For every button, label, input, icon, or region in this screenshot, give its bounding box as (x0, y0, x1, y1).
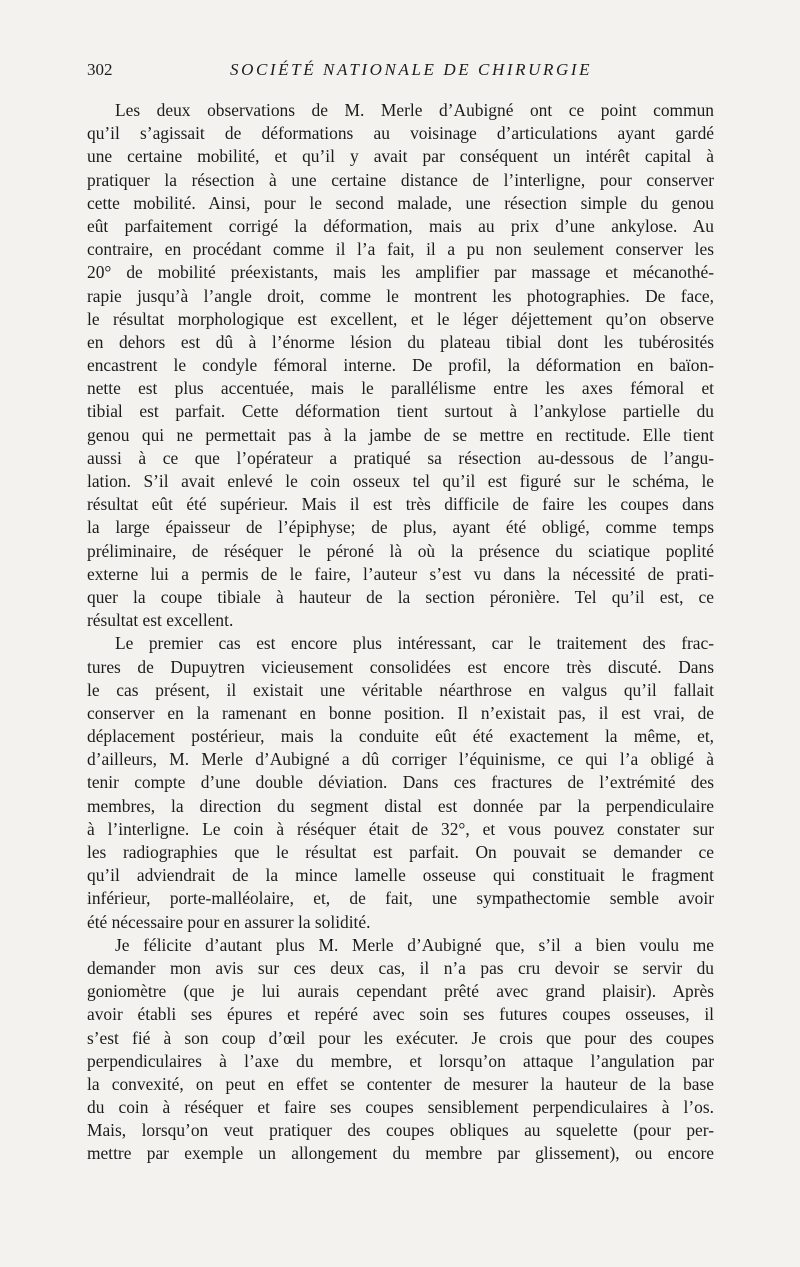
text-line: 20° de mobilité préexistants, mais les amplifier par massage et mécanothé- (87, 262, 714, 283)
text-line: été nécessaire pour en assurer la solidité. (87, 911, 371, 932)
text-line: pratiquer la résection à une certaine distance de l’interligne, pour conserver (87, 169, 714, 190)
text-line: qu’il s’agissait de déformations au voisinage d’articulations ayant gardé (87, 123, 714, 144)
text-line: la large épaisseur de l’épiphyse; de plus, ayant été obligé, comme temps (87, 517, 714, 538)
text-line: goniomètre (que je lui aurais cependant prêté avec grand plaisir). Après (87, 981, 714, 1002)
text-line: avoir établi ses épures et repéré avec soin ses futures coupes osseuses, il (87, 1004, 714, 1025)
text-line: inférieur, porte-malléolaire, et, de fait, une sympathectomie semble avoir (87, 888, 714, 909)
text-line: s’est fié à son coup d’œil pour les exécuter. Je crois que pour des coupes (87, 1027, 714, 1048)
text-line: le cas présent, il existait une véritable néarthrose en valgus qu’il fallait (87, 679, 714, 700)
text-line: tibial est parfait. Cette déformation tient surtout à l’ankylose partielle du (87, 401, 714, 422)
text-line: rapie jusqu’à l’angle droit, comme le montrent les photographies. De face, (87, 285, 714, 306)
text-line: en dehors est dû à l’énorme lésion du plateau tibial dont les tubérosités (87, 331, 714, 352)
page-number: 302 (87, 60, 113, 79)
text-line: quer la coupe tibiale à hauteur de la section péronière. Tel qu’il est, ce (87, 586, 714, 607)
text-line: qu’il adviendrait de la mince lamelle osseuse qui constituait le fragment (87, 865, 714, 886)
text-line: tures de Dupuytren vicieusement consolidées est encore très discuté. Dans (87, 656, 714, 677)
text-line: externe lui a permis de le faire, l’auteur s’est vu dans la nécessité de prati- (87, 563, 714, 584)
text-line: résultat est excellent. (87, 610, 234, 631)
text-line: contraire, en procédant comme il l’a fait, il a pu non seulement conserver les (87, 239, 714, 260)
text-line: Je félicite d’autant plus M. Merle d’Aubigné que, s’il a bien voulu me (115, 934, 714, 955)
text-line: le résultat morphologique est excellent, et le léger déjettement qu’on observe (87, 308, 714, 329)
text-line: perpendiculaires à l’axe du membre, et lorsqu’on attaque l’angulation par (87, 1050, 714, 1071)
text-line: demander mon avis sur ces deux cas, il n’a pas cru devoir se servir du (87, 957, 714, 978)
text-line: Le premier cas est encore plus intéressant, car le traitement des frac- (115, 633, 714, 654)
text-line: Les deux observations de M. Merle d’Aubigné ont ce point commun (115, 100, 714, 120)
text-line: eût parfaitement corrigé la déformation, mais au prix d’une ankylose. Au (87, 215, 714, 236)
text-line: résultat eût été supérieur. Mais il est très difficile de faire les coupes dans (87, 494, 714, 515)
text-line: membres, la direction du segment distal est donnée par la perpendiculaire (87, 795, 714, 816)
text-line: préliminaire, de réséquer le péroné là où la présence du sciatique poplité (87, 540, 714, 561)
text-line: tenir compte d’une double déviation. Dans ces fractures de l’extrémité des (87, 772, 714, 793)
text-line: encastrent le condyle fémoral interne. De profil, la déformation en baïon- (87, 355, 714, 376)
text-line: cette mobilité. Ainsi, pour le second malade, une résection simple du genou (87, 192, 714, 213)
text-line: les radiographies que le résultat est parfait. On pouvait se demander ce (87, 842, 714, 862)
page-header (87, 60, 714, 84)
text-line: mettre par exemple un allongement du membre par glissement), ou encore (87, 1143, 714, 1164)
running-title: SOCIÉTÉ NATIONALE DE CHIRURGIE (230, 60, 593, 79)
text-line: d’ailleurs, M. Merle d’Aubigné a dû corriger l’équinisme, ce qui l’a obligé à (87, 749, 714, 770)
text-line: à l’interligne. Le coin à réséquer était de 32°, et vous pouvez constater sur (87, 818, 714, 839)
paragraph (87, 99, 714, 632)
body-text (87, 99, 714, 1166)
text-line: lation. S’il avait enlevé le coin osseux tel qu’il est figuré sur le schéma, le (87, 471, 714, 491)
text-line: la convexité, on peut en effet se contenter de mesurer la hauteur de la base (87, 1073, 714, 1094)
text-line: conserver en la ramenant en bonne position. Il n’existait pas, il est vrai, de (87, 702, 714, 723)
paragraph (87, 632, 714, 933)
text-line: aussi à ce que l’opérateur a pratiqué sa résection au-dessous de l’angu- (87, 447, 714, 468)
text-line: déplacement postérieur, mais la conduite eût été exactement la même, et, (87, 726, 714, 747)
text-line: une certaine mobilité, et qu’il y avait par conséquent un intérêt capital à (87, 146, 714, 167)
paragraph (87, 934, 714, 1166)
text-line: du coin à réséquer et faire ses coupes sensiblement perpendiculaires à l’os. (87, 1097, 714, 1118)
text-line: Mais, lorsqu’on veut pratiquer des coupes obliques au squelette (pour per- (87, 1120, 714, 1141)
text-line: genou qui ne permettait pas à la jambe de se mettre en rectitude. Elle tient (87, 424, 714, 445)
text-line: nette est plus accentuée, mais le parallélisme entre les axes fémoral et (87, 378, 714, 399)
